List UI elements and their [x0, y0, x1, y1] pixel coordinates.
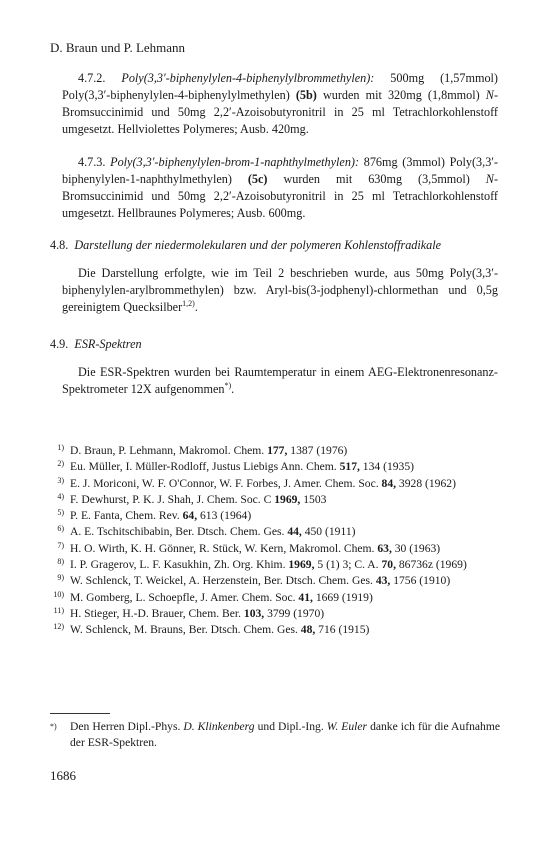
reference-volume: 41, — [298, 590, 313, 604]
reference-volume: 84, — [381, 476, 397, 490]
reference-volume: 517, — [339, 460, 360, 474]
paragraph-text: 876mg (3mmol) Poly(3,3′-biphenylylen-1-naphthylmethylen) — [62, 155, 499, 186]
reference-text: 716 (1915) — [315, 623, 370, 637]
reference-item — [50, 492, 500, 508]
footnote-mark: *) — [50, 722, 57, 731]
reference-text: W. Schlenck, T. Weickel, A. Herzenstein, Ber. Dtsch. Chem. Ges. — [70, 574, 376, 588]
reference-text: 5 (1) 3; C. A. — [314, 558, 382, 572]
reference-number: 7) — [57, 540, 64, 550]
reference-text: W. Schlenck, M. Brauns, Ber. Dtsch. Chem. Ges. — [70, 623, 301, 637]
reference-text: E. J. Moriconi, W. F. O'Connor, W. F. Forbes, J. Amer. Chem. Soc. — [70, 476, 382, 490]
reference-number: 2) — [57, 459, 64, 469]
reference-text: H. O. Wirth, K. H. Gönner, R. Stück, W. Kern, Makromol. Chem. — [70, 541, 378, 555]
reference-text: 1669 (1919) — [312, 590, 373, 604]
reference-item — [50, 476, 500, 492]
section-heading-4-9 — [50, 337, 142, 352]
section-number: 4.9. — [50, 337, 69, 351]
section-title: Darstellung der niedermolekularen und der polymeren Kohlenstoffradikale — [74, 238, 442, 252]
compound-title: Poly(3,3′-biphenylylen-4-biphenylylbrommethylen): — [121, 71, 375, 85]
paragraph-text: Die ESR-Spektren wurden bei Raumtemperatur in einem AEG-Elektronenresonanz-Spektrometer 12X aufgenommen — [62, 365, 498, 396]
reference-volume: 63, — [377, 541, 392, 555]
paragraph-text: -Bromsuccinimid und 50mg 2,2′-Azoisobutyronitril in 25 ml Tetrachlorkohlenstoff umgesetzt. Hellbraunes Polymeres; Ausb. 600mg. — [62, 172, 498, 220]
reference-item — [50, 459, 500, 475]
reference-item — [50, 524, 500, 540]
reference-item — [50, 606, 500, 622]
reference-list — [50, 443, 500, 639]
reference-text: 450 (1911) — [301, 525, 356, 539]
reference-number: 9) — [57, 573, 64, 583]
footnote-mark: *) — [224, 380, 232, 390]
reference-item — [50, 590, 500, 606]
reference-text: 3799 (1970) — [264, 606, 325, 620]
section-title: ESR-Spektren — [74, 337, 142, 351]
reference-volume: 64, — [182, 509, 198, 523]
paragraph-end: . — [194, 300, 198, 314]
reference-text: F. Dewhurst, P. K. J. Shah, J. Chem. Soc. C — [70, 492, 275, 506]
paragraph-text: 500mg (1,57mmol) Poly(3,3′-biphenylylen-4-biphenylylmethylen) — [62, 71, 498, 102]
reference-item — [50, 557, 500, 573]
reference-item — [50, 443, 500, 459]
section-number: 4.7.2. — [78, 71, 106, 85]
paragraph-4-8 — [62, 265, 498, 316]
reference-text: 1387 (1976) — [287, 444, 348, 457]
reference-text: 86736z (1969) — [395, 558, 467, 572]
reference-text: I. P. Gragerov, L. F. Kasukhin, Zh. Org. Khim. — [70, 558, 289, 572]
footnote-name: W. Euler — [326, 720, 368, 733]
reference-item — [50, 541, 500, 557]
reference-number: 12) — [53, 622, 64, 632]
reference-number: 3) — [57, 475, 64, 485]
reference-number: 1) — [57, 443, 64, 452]
reference-text: D. Braun, P. Lehmann, Makromol. Chem. — [70, 444, 268, 457]
reference-text: 1756 (1910) — [390, 574, 451, 588]
reference-text: Eu. Müller, I. Müller-Rodloff, Justus Liebigs Ann. Chem. — [70, 460, 340, 474]
reference-number: 4) — [57, 491, 64, 501]
compound-label: (5c) — [247, 172, 268, 186]
reference-number: 11) — [53, 605, 64, 615]
footnote-divider — [50, 713, 110, 714]
reference-text: H. Stieger, H.-D. Brauer, Chem. Ber. — [70, 606, 244, 620]
paragraph-text: wurden mit 630mg (3,5mmol) — [267, 172, 486, 186]
footnote-text: danke ich für die Aufnahme der ESR-Spektren. — [70, 720, 500, 750]
italic-n: N — [485, 172, 494, 186]
reference-volume: 70, — [381, 558, 396, 572]
reference-volume: 1969, — [274, 492, 301, 506]
reference-text: 613 (1964) — [197, 509, 252, 523]
reference-item — [50, 573, 500, 589]
reference-number: 5) — [57, 508, 64, 518]
reference-number: 10) — [53, 589, 64, 599]
reference-text: A. E. Tschitschibabin, Ber. Dtsch. Chem. Ges. — [70, 525, 288, 539]
reference-number: 6) — [57, 524, 64, 534]
running-header: D. Braun und P. Lehmann — [50, 40, 186, 55]
reference-text: M. Gomberg, L. Schoepfle, J. Amer. Chem. Soc. — [70, 590, 299, 604]
reference-volume: 43, — [375, 574, 391, 588]
paragraph-4-7-2 — [62, 70, 498, 138]
compound-title: Poly(3,3′-biphenylylen-brom-1-naphthylmethylen): — [110, 155, 360, 169]
page-number: 1686 — [50, 768, 76, 783]
reference-item — [50, 508, 500, 524]
paragraph-4-9 — [62, 364, 498, 398]
compound-label: (5b) — [295, 88, 317, 102]
footnote-text: und Dipl.-Ing. — [254, 720, 327, 733]
reference-volume: 1969, — [288, 558, 315, 572]
italic-n: N — [485, 88, 494, 102]
section-heading-4-8 — [50, 238, 441, 253]
section-number: 4.8. — [50, 238, 69, 252]
reference-text: P. E. Fanta, Chem. Rev. — [70, 509, 183, 523]
reference-volume: 103, — [243, 606, 265, 620]
reference-text: 30 (1963) — [391, 541, 441, 555]
reference-text: 1503 — [300, 492, 327, 506]
paragraph-4-7-3 — [62, 154, 498, 222]
reference-mark: 1,2) — [182, 298, 195, 308]
reference-number: 8) — [57, 557, 64, 567]
reference-text: 3928 (1962) — [396, 476, 456, 490]
footnote-text: Den Herren Dipl.-Phys. — [70, 720, 184, 733]
reference-text: 134 (1935) — [359, 460, 414, 474]
reference-volume: 48, — [300, 623, 316, 637]
footnote — [50, 719, 500, 752]
paragraph-end: . — [231, 382, 235, 396]
reference-volume: 44, — [287, 525, 302, 539]
paragraph-text: -Bromsuccinimid und 50mg 2,2′-Azoisobutyronitril in 25 ml Tetrachlorkohlenstoff umgesetzt. Hellviolettes Polymeres; Ausb. 420mg. — [62, 88, 498, 136]
reference-item — [50, 622, 500, 638]
reference-volume: 177, — [267, 444, 288, 457]
paragraph-text: wurden mit 320mg (1,8mmol) — [316, 88, 486, 102]
paragraph-text: Die Darstellung erfolgte, wie im Teil 2 beschrieben wurde, aus 50mg Poly(3,3′-biphenylylen-arylbrommethylen) bzw. Aryl-bis(3-jodphenyl)-chlormethan und 0,5g gereinigtem Quecksilber — [62, 266, 498, 314]
footnote-name: D. Klinkenberg — [183, 720, 255, 733]
section-number: 4.7.3. — [78, 155, 106, 169]
